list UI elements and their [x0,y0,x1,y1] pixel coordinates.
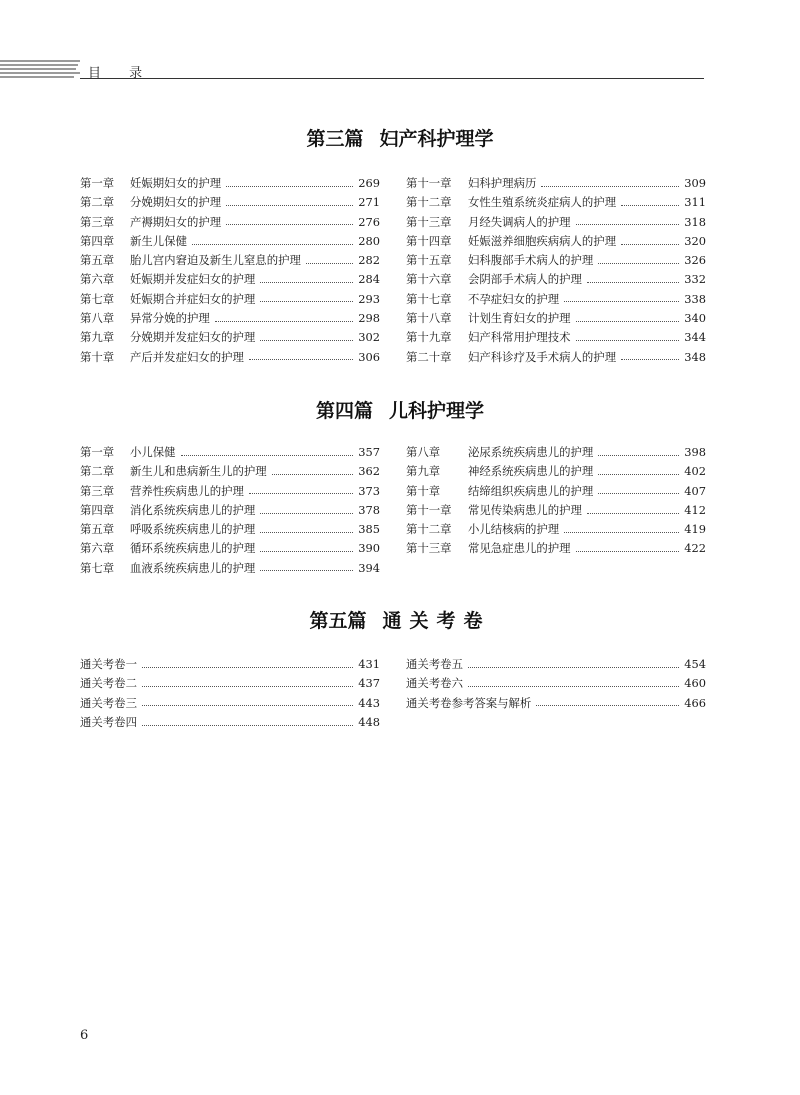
part-number: 第四篇 [315,400,373,422]
chapter-title: 妊娠期妇女的护理 [130,176,222,190]
part-number: 第五篇 [309,610,367,632]
chapter-number: 第十二章 [406,522,452,537]
page-ref: 348 [684,349,706,364]
dot-leader [249,358,353,360]
chapter-title: 妇科腹部手术病人的护理 [468,253,594,268]
page-ref: 320 [684,233,706,248]
chapter-number: 第四章 [80,502,115,517]
page-ref: 269 [358,176,380,190]
page-ref: 437 [358,676,380,691]
dot-leader [536,704,679,706]
header-decoration [0,58,80,80]
chapter-number: 第十二章 [406,195,452,210]
part-title [0,124,800,151]
dot-leader [621,358,679,360]
chapter-number: 第十章 [406,483,441,498]
chapter-title: 通关考卷二 [80,676,137,691]
page-ref: 362 [358,464,380,479]
page-ref: 306 [358,349,380,364]
header-rule [80,78,704,79]
chapter-title: 神经系统疾病患儿的护理 [468,464,594,479]
page-ref: 271 [358,195,380,210]
chapter-title: 通关考卷四 [80,714,137,729]
chapter-number: 第十三章 [406,541,452,556]
chapter-title: 妊娠期并发症妇女的护理 [130,272,256,287]
chapter-title: 产后并发症妇女的护理 [130,349,244,364]
chapter-number: 第八章 [80,311,115,326]
chapter-number: 第九章 [80,330,115,345]
page-ref: 454 [684,657,706,671]
chapter-title: 月经失调病人的护理 [468,214,571,229]
toc-entry[interactable] [80,539,380,558]
page-ref: 402 [684,464,706,479]
toc-entry[interactable] [80,213,380,232]
chapter-number: 第一章 [80,176,115,190]
dot-leader [576,339,680,341]
toc-entry[interactable] [80,348,380,367]
page-ref: 373 [358,483,380,498]
dot-leader [564,531,679,533]
chapter-number: 第九章 [406,464,441,479]
toc-column-right [406,655,706,732]
toc-section [80,655,706,732]
toc-section [80,174,706,367]
page-ref: 422 [684,541,706,556]
chapter-title: 分娩期并发症妇女的护理 [130,330,256,345]
page-ref: 394 [358,560,380,575]
chapter-number: 第十四章 [406,233,452,248]
dot-leader [192,243,353,245]
dot-leader [598,492,679,494]
chapter-title: 妊娠滋养细胞疾病病人的护理 [468,233,617,248]
chapter-number: 第四章 [80,233,115,248]
dot-leader [226,204,353,206]
chapter-title: 通关考卷一 [80,657,137,671]
page-ref: 398 [684,445,706,459]
toc-entry[interactable] [80,674,380,693]
chapter-title: 胎儿宫内窘迫及新生儿窒息的护理 [130,253,301,268]
dot-leader [587,281,679,283]
toc-entry[interactable] [80,174,380,193]
chapter-title: 会阴部手术病人的护理 [468,272,582,287]
dot-leader [468,666,679,668]
chapter-number: 第五章 [80,253,115,268]
chapter-title: 血液系统疾病患儿的护理 [130,560,256,575]
chapter-title: 计划生育妇女的护理 [468,311,571,326]
page-ref: 412 [684,502,706,517]
header-title: 目 录 [88,66,155,81]
toc-entry[interactable] [406,462,706,481]
page-ref: 419 [684,522,706,537]
chapter-title: 营养性疾病患儿的护理 [130,483,244,498]
page-ref: 357 [358,445,380,459]
chapter-number: 第十三章 [406,214,452,229]
toc-section [80,443,706,578]
chapter-number: 第三章 [80,483,115,498]
page-ref: 390 [358,541,380,556]
dot-leader [142,666,353,668]
dot-leader [598,454,679,456]
chapter-number: 第二章 [80,464,115,479]
dot-leader [541,185,679,187]
page-ref: 407 [684,483,706,498]
dot-leader [306,262,353,264]
page-ref: 280 [358,233,380,248]
chapter-number: 第二十章 [406,349,452,364]
toc-entry[interactable] [406,482,706,501]
chapter-number: 第七章 [80,291,115,306]
page-ref: 326 [684,253,706,268]
chapter-title: 通关考卷三 [80,695,137,710]
chapter-number: 第七章 [80,560,115,575]
dot-leader [260,512,353,514]
page-ref: 311 [684,195,706,210]
chapter-title: 妇产科诊疗及手术病人的护理 [468,349,617,364]
toc-entry[interactable] [406,290,706,309]
toc-entry[interactable] [80,713,380,732]
dot-leader [272,473,354,475]
toc-entry[interactable] [80,309,380,328]
page-ref: 318 [684,214,706,229]
page-ref: 448 [358,714,380,729]
toc-entry[interactable] [80,559,380,578]
toc-column-right [406,443,706,578]
dot-leader [260,300,353,302]
toc-entry[interactable] [80,328,380,347]
page-ref: 276 [358,214,380,229]
part-name: 通关考卷 [382,610,491,632]
dot-leader [142,704,353,706]
chapter-title: 新生儿保健 [130,233,187,248]
toc-entry[interactable] [406,539,706,558]
chapter-number: 第六章 [80,541,115,556]
part-name: 儿科护理学 [389,400,485,422]
chapter-title: 通关考卷五 [406,657,463,671]
chapter-number: 第五章 [80,522,115,537]
chapter-number: 第十六章 [406,272,452,287]
dot-leader [142,685,353,687]
toc-entry[interactable] [406,520,706,539]
toc-entry[interactable] [406,674,706,693]
page-ref: 282 [358,253,380,268]
toc-entry[interactable] [406,251,706,270]
chapter-title: 小儿保健 [130,445,176,459]
part-name: 妇产科护理学 [379,128,494,150]
dot-leader [564,300,679,302]
page-ref: 293 [358,291,380,306]
toc-entry[interactable] [80,462,380,481]
dot-leader [260,281,353,283]
chapter-number: 第六章 [80,272,115,287]
page-ref: 460 [684,676,706,691]
toc-entry[interactable] [406,174,706,193]
toc-entry[interactable] [80,694,380,713]
toc-entry[interactable] [406,270,706,289]
dot-leader [142,724,353,726]
chapter-title: 异常分娩的护理 [130,311,210,326]
page-ref: 431 [358,657,380,671]
toc-entry[interactable] [406,213,706,232]
toc-column-left [80,443,380,578]
dot-leader [181,454,354,456]
chapter-number: 第三章 [80,214,115,229]
dot-leader [226,185,353,187]
chapter-title: 结缔组织疾病患儿的护理 [468,483,594,498]
chapter-title: 妇科护理病历 [468,176,537,190]
chapter-number: 第十五章 [406,253,452,268]
toc-entry[interactable] [406,193,706,212]
dot-leader [226,223,353,225]
page-ref: 302 [358,330,380,345]
dot-leader [598,473,679,475]
page-ref: 298 [358,311,380,326]
toc-entry[interactable] [80,482,380,501]
page-ref: 385 [358,522,380,537]
dot-leader [260,531,353,533]
chapter-number: 第十八章 [406,311,452,326]
part-title [0,606,800,633]
dot-leader [621,204,679,206]
chapter-title: 常见急症患儿的护理 [468,541,571,556]
toc-column-right [406,174,706,367]
toc-entry[interactable] [80,520,380,539]
chapter-title: 分娩期妇女的护理 [130,195,222,210]
dot-leader [249,492,353,494]
toc-entry[interactable] [80,290,380,309]
dot-leader [260,550,353,552]
chapter-title: 消化系统疾病患儿的护理 [130,502,256,517]
chapter-number: 第十一章 [406,176,452,190]
dot-leader [587,512,679,514]
toc-entry[interactable] [406,655,706,674]
toc-entry[interactable] [406,328,706,347]
dot-leader [598,262,679,264]
toc-entry[interactable] [406,232,706,251]
part-number: 第三篇 [306,128,364,150]
dot-leader [468,685,679,687]
chapter-title: 循环系统疾病患儿的护理 [130,541,256,556]
chapter-title: 泌尿系统疾病患儿的护理 [468,445,594,459]
chapter-title: 通关考卷六 [406,676,463,691]
toc-entry[interactable] [406,348,706,367]
chapter-title: 不孕症妇女的护理 [468,291,560,306]
page-ref: 309 [684,176,706,190]
chapter-title: 常见传染病患儿的护理 [468,502,582,517]
page-ref: 284 [358,272,380,287]
toc-entry[interactable] [80,270,380,289]
toc-entry[interactable] [406,443,706,462]
dot-leader [260,569,353,571]
dot-leader [215,320,354,322]
dot-leader [260,339,353,341]
chapter-number: 第十章 [80,349,115,364]
chapter-title: 产褥期妇女的护理 [130,214,222,229]
dot-leader [576,550,680,552]
toc-entry[interactable] [406,501,706,520]
chapter-title: 女性生殖系统炎症病人的护理 [468,195,617,210]
chapter-number: 第十七章 [406,291,452,306]
chapter-title: 新生儿和患病新生儿的护理 [130,464,267,479]
part-title [0,396,800,423]
toc-column-left [80,655,380,732]
chapter-title: 小儿结核病的护理 [468,522,560,537]
page-number: 6 [80,1028,89,1043]
page-ref: 340 [684,311,706,326]
toc-entry[interactable] [80,501,380,520]
page-ref: 466 [684,695,706,710]
chapter-number: 第八章 [406,445,441,459]
toc-column-left [80,174,380,367]
chapter-title: 通关考卷参考答案与解析 [406,695,532,710]
page-ref: 332 [684,272,706,287]
dot-leader [621,243,679,245]
chapter-title: 妇产科常用护理技术 [468,330,571,345]
toc-entry[interactable] [80,443,380,462]
page-ref: 378 [358,502,380,517]
toc-entry[interactable] [80,251,380,270]
toc-entry[interactable] [80,655,380,674]
toc-entry[interactable] [406,694,706,713]
toc-entry[interactable] [80,232,380,251]
page-ref: 338 [684,291,706,306]
chapter-number: 第十九章 [406,330,452,345]
dot-leader [576,320,680,322]
chapter-title: 呼吸系统疾病患儿的护理 [130,522,256,537]
dot-leader [576,223,680,225]
chapter-number: 第十一章 [406,502,452,517]
toc-entry[interactable] [80,193,380,212]
toc-entry[interactable] [406,309,706,328]
page-ref: 344 [684,330,706,345]
chapter-number: 第二章 [80,195,115,210]
page-ref: 443 [358,695,380,710]
chapter-number: 第一章 [80,445,115,459]
chapter-title: 妊娠期合并症妇女的护理 [130,291,256,306]
